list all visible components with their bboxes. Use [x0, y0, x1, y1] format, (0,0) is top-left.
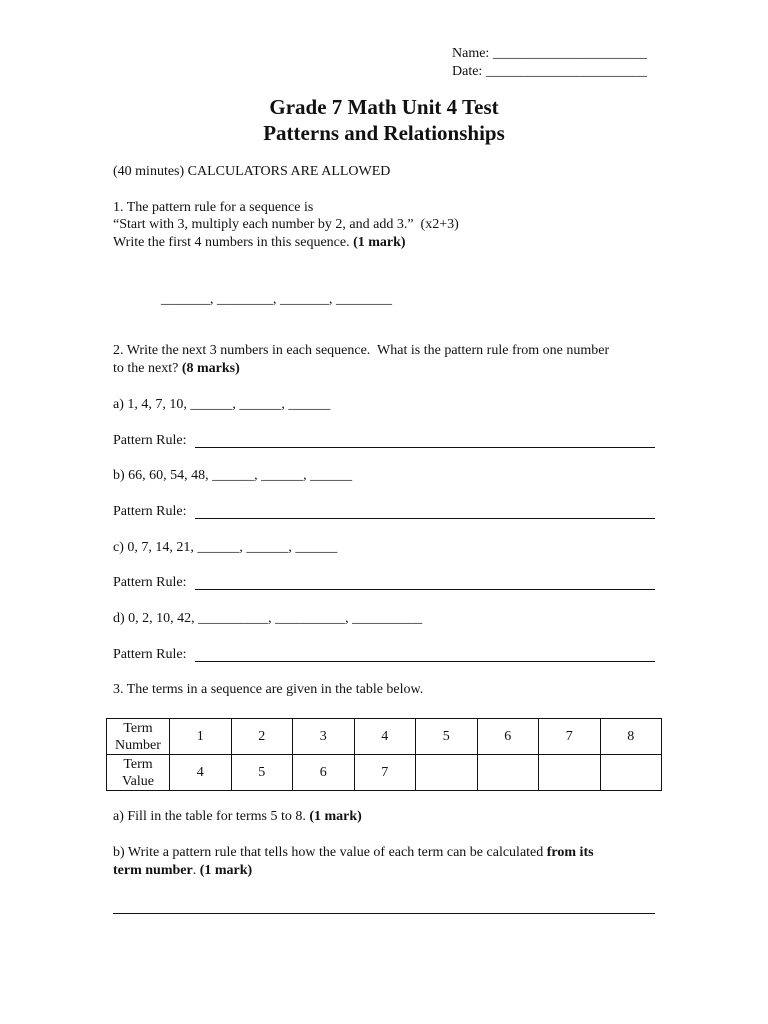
q2c-rule-line[interactable] [195, 589, 655, 590]
instructions: (40 minutes) CALCULATORS ARE ALLOWED [113, 164, 391, 179]
q1-line2: “Start with 3, multiply each number by 2, and add 3.” (x2+3) [113, 217, 459, 232]
table-cell: 5 [231, 755, 293, 791]
q3-intro: 3. The terms in a sequence are given in the table below. [113, 682, 424, 697]
q3a-marks: (1 mark) [309, 809, 362, 824]
date-field[interactable]: Date: _______________________ [452, 64, 647, 79]
q2a-rule-line[interactable] [195, 447, 655, 448]
sequence-table [106, 718, 662, 791]
answer-cell[interactable] [600, 755, 662, 791]
q2-line2 [113, 361, 240, 377]
table-cell: 7 [539, 719, 601, 755]
term-value-header: Term Value [107, 755, 170, 791]
q2d-rule-label: Pattern Rule: [113, 647, 187, 662]
answer-cell[interactable] [477, 755, 539, 791]
table-cell: 2 [231, 719, 293, 755]
table-cell: 1 [170, 719, 232, 755]
q2-prompt: to the next? [113, 361, 182, 376]
q2d-rule-line[interactable] [195, 661, 655, 662]
q3b-marks: (1 mark) [199, 863, 253, 878]
q3b-emphasis-2: term number [113, 863, 193, 878]
q2-marks: (8 marks) [181, 361, 240, 376]
q1-answer-blanks[interactable]: _______, ________, _______, ________ [161, 292, 392, 307]
term-value-row [107, 755, 662, 791]
q2-line1: 2. Write the next 3 numbers in each sequence. What is the pattern rule from one number [113, 343, 610, 358]
term-number-header: Term Number [107, 719, 170, 755]
q2a-sequence[interactable]: a) 1, 4, 7, 10, ______, ______, ______ [113, 397, 331, 412]
q3b-answer-line[interactable] [113, 913, 655, 914]
q1-prompt: Write the first 4 numbers in this sequence. [113, 235, 354, 250]
q3a-prompt: a) Fill in the table for terms 5 to 8. [113, 809, 310, 824]
table-cell: 8 [600, 719, 662, 755]
q3b-prompt: b) Write a pattern rule that tells how the value of each term can be calculated [113, 845, 547, 860]
table-cell: 4 [170, 755, 232, 791]
q3b-emphasis-1: from its [546, 845, 594, 860]
q1-marks: (1 mark) [353, 235, 406, 250]
q2c-sequence[interactable]: c) 0, 7, 14, 21, ______, ______, ______ [113, 540, 338, 555]
q2a-rule-label: Pattern Rule: [113, 433, 187, 448]
page-subtitle: Patterns and Relationships [263, 121, 505, 145]
answer-cell[interactable] [416, 755, 478, 791]
q3a-line [113, 809, 362, 825]
name-field[interactable]: Name: ______________________ [452, 46, 647, 61]
table-cell: 7 [354, 755, 416, 791]
answer-cell[interactable] [539, 755, 601, 791]
page-title: Grade 7 Math Unit 4 Test [269, 95, 499, 119]
term-number-row [107, 719, 662, 755]
q3b-line1 [113, 845, 594, 861]
table-cell: 6 [477, 719, 539, 755]
table-cell: 4 [354, 719, 416, 755]
q3b-after: . [192, 863, 200, 878]
table-cell: 5 [416, 719, 478, 755]
q2b-rule-line[interactable] [195, 518, 655, 519]
q1-line1: 1. The pattern rule for a sequence is [113, 200, 314, 215]
table-cell: 3 [293, 719, 355, 755]
q3b-line2 [113, 863, 252, 879]
table-cell: 6 [293, 755, 355, 791]
q1-line3 [113, 235, 406, 251]
q2b-rule-label: Pattern Rule: [113, 504, 187, 519]
q2b-sequence[interactable]: b) 66, 60, 54, 48, ______, ______, ______ [113, 468, 353, 483]
q2d-sequence[interactable]: d) 0, 2, 10, 42, __________, __________, __________ [113, 611, 423, 626]
q2c-rule-label: Pattern Rule: [113, 575, 187, 590]
